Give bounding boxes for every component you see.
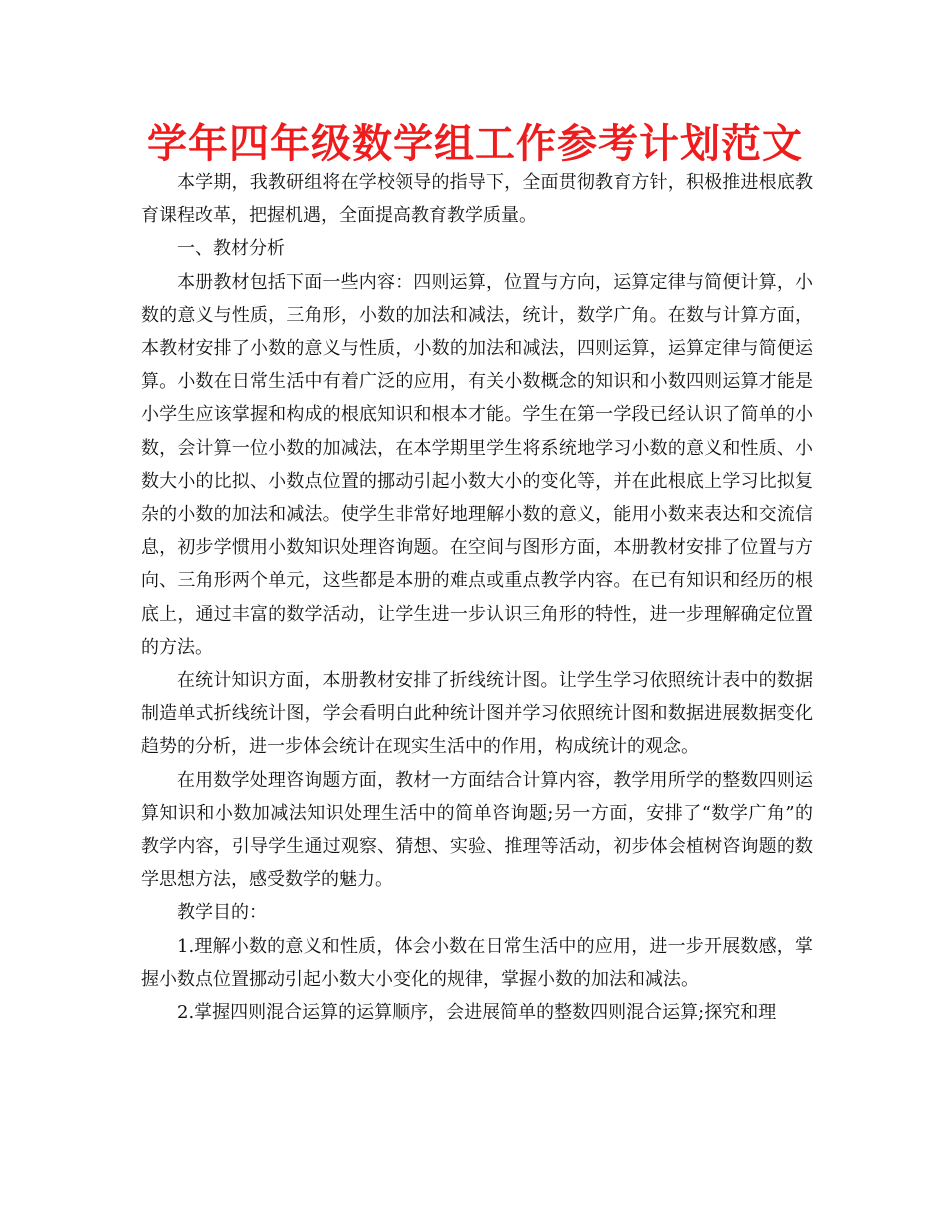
goal-item-1: 1.理解小数的意义和性质，体会小数在日常生活中的应用，进一步开展数感，掌握小数点位置挪动引起小数大小变化的规律，掌握小数的加法和减法。: [141, 935, 813, 990]
goal-item-2: 2.掌握四则混合运算的运算顺序，会进展简单的整数四则混合运算;探究和理: [177, 1002, 777, 1024]
document-title: 学年四年级数学组工作参考计划范文: [147, 121, 803, 167]
problem-solving-paragraph: 在用数学处理咨询题方面，教材一方面结合计算内容，教学用所学的整数四则运算知识和小数加减法知识处理生活中的简单咨询题;另一方面，安排了“数学广角”的教学内容，引导学生通过观察、猜想、实验、推理等活动，初步体会植树咨询题的数学思想方法，感受数学的魅力。: [141, 769, 813, 891]
intro-paragraph: 本学期，我教研组将在学校领导的指导下，全面贯彻教育方针，积极推进根底教育课程改革，把握机遇，全面提高教育教学质量。: [141, 172, 813, 227]
section-heading-textbook-analysis: 一、教材分析: [177, 238, 285, 260]
document-body: [141, 166, 813, 1029]
statistics-paragraph: 在统计知识方面，本册教材安排了折线统计图。让学生学习依照统计表中的数据制造单式折线统计图，学会看明白此种统计图并学习依照统计图和数据进展数据变化趋势的分析，进一步体会统计在现实生活中的作用，构成统计的观念。: [141, 670, 813, 758]
content-paragraph: 本册教材包括下面一些内容：四则运算，位置与方向，运算定律与简便计算，小数的意义与性质，三角形，小数的加法和减法，统计，数学广角。在数与计算方面，本教材安排了小数的意义与性质，小数的加法和减法，四则运算，运算定律与简便运算。小数在日常生活中有着广泛的应用，有关小数概念的知识和小数四则运算才能是小学生应该掌握和构成的根底知识和根本才能。学生在第一学段已经认识了简单的小数，会计算一位小数的加减法，在本学期里学生将系统地学习小数的意义和性质、小数大小的比拟、小数点位置的挪动引起小数大小的变化等，并在此根底上学习比拟复杂的小数的加法和减法。使学生非常好地理解小数的意义，能用小数来表达和交流信息，初步学惯用小数知识处理咨询题。在空间与图形方面，本册教材安排了位置与方向、三角形两个单元，这些都是本册的难点或重点教学内容。在已有知识和经历的根底上，通过丰富的数学活动，让学生进一步认识三角形的特性，进一步理解确定位置的方法。: [141, 271, 813, 658]
teaching-goals-heading: 教学目的：: [177, 902, 267, 924]
